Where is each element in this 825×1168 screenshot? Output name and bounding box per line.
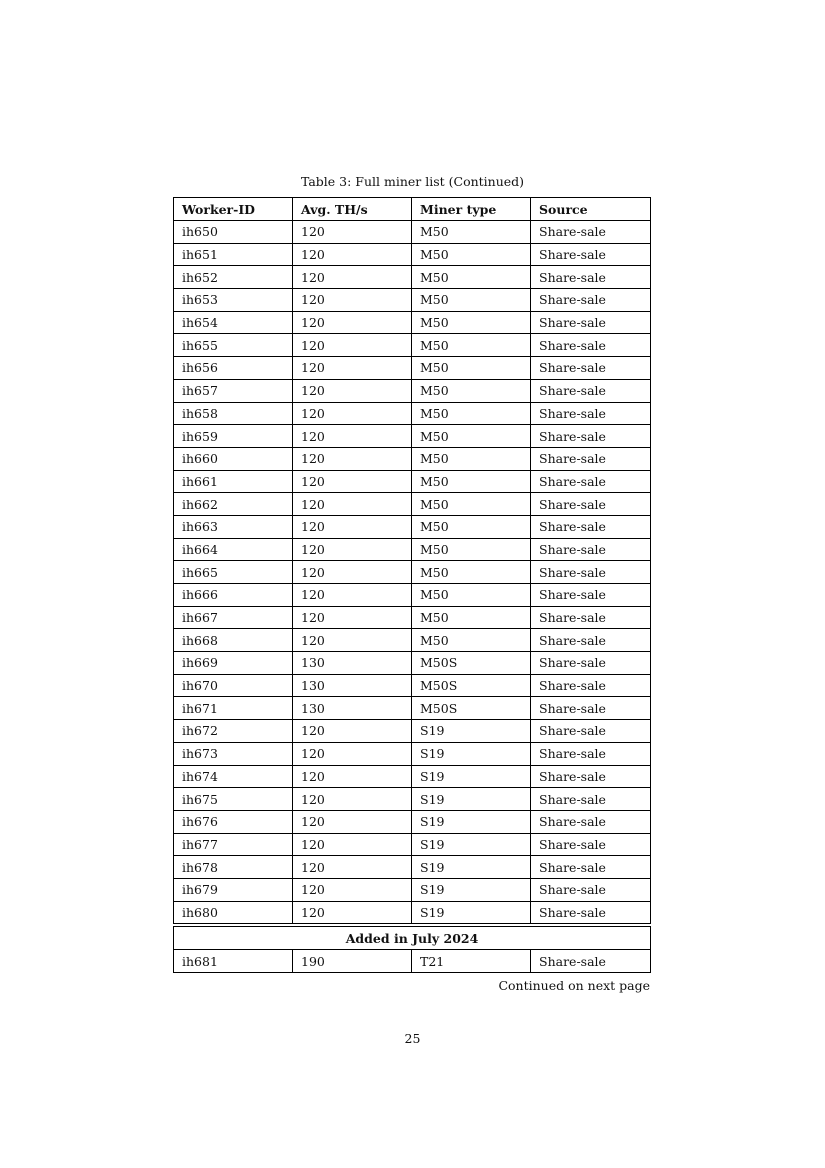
cell-worker-id: ih676 [174, 810, 293, 833]
cell-worker-id: ih680 [174, 901, 293, 924]
cell-miner-type: S19 [412, 833, 531, 856]
cell-miner-type: M50 [412, 606, 531, 629]
cell-worker-id: ih654 [174, 311, 293, 334]
table-row [174, 243, 651, 266]
cell-worker-id: ih665 [174, 561, 293, 584]
table-row [174, 584, 651, 607]
cell-worker-id: ih666 [174, 584, 293, 607]
table-row [174, 379, 651, 402]
header-source: Source [531, 198, 651, 221]
table-row [174, 833, 651, 856]
cell-miner-type: M50S [412, 652, 531, 675]
cell-source: Share-sale [531, 289, 651, 312]
cell-avg-ths: 120 [293, 720, 412, 743]
cell-avg-ths: 120 [293, 742, 412, 765]
cell-avg-ths: 120 [293, 425, 412, 448]
cell-worker-id: ih673 [174, 742, 293, 765]
table-row [174, 606, 651, 629]
cell-source: Share-sale [531, 788, 651, 811]
cell-avg-ths: 120 [293, 311, 412, 334]
cell-source: Share-sale [531, 674, 651, 697]
cell-miner-type: M50S [412, 674, 531, 697]
cell-worker-id: ih668 [174, 629, 293, 652]
cell-worker-id: ih672 [174, 720, 293, 743]
cell-avg-ths: 130 [293, 652, 412, 675]
cell-worker-id: ih679 [174, 878, 293, 901]
cell-source: Share-sale [531, 950, 651, 973]
cell-worker-id: ih653 [174, 289, 293, 312]
cell-avg-ths: 130 [293, 674, 412, 697]
cell-source: Share-sale [531, 720, 651, 743]
cell-worker-id: ih662 [174, 493, 293, 516]
miner-table [173, 197, 651, 924]
cell-worker-id: ih651 [174, 243, 293, 266]
cell-avg-ths: 120 [293, 538, 412, 561]
cell-source: Share-sale [531, 447, 651, 470]
table-row [174, 950, 651, 973]
added-section-table [173, 926, 651, 973]
cell-worker-id: ih675 [174, 788, 293, 811]
table-row [174, 742, 651, 765]
cell-source: Share-sale [531, 357, 651, 380]
cell-avg-ths: 120 [293, 901, 412, 924]
cell-worker-id: ih677 [174, 833, 293, 856]
table-row [174, 697, 651, 720]
cell-avg-ths: 120 [293, 357, 412, 380]
table-row [174, 720, 651, 743]
page-number: 25 [404, 1031, 421, 1046]
table-row [174, 765, 651, 788]
table-body [174, 221, 651, 924]
cell-source: Share-sale [531, 652, 651, 675]
cell-source: Share-sale [531, 878, 651, 901]
cell-avg-ths: 120 [293, 379, 412, 402]
cell-source: Share-sale [531, 402, 651, 425]
cell-avg-ths: 120 [293, 221, 412, 244]
cell-source: Share-sale [531, 561, 651, 584]
cell-miner-type: S19 [412, 765, 531, 788]
cell-miner-type: S19 [412, 856, 531, 879]
cell-miner-type: M50 [412, 561, 531, 584]
cell-worker-id: ih650 [174, 221, 293, 244]
cell-miner-type: M50 [412, 379, 531, 402]
cell-miner-type: S19 [412, 901, 531, 924]
cell-worker-id: ih661 [174, 470, 293, 493]
table-header-row [174, 198, 651, 221]
table-row [174, 674, 651, 697]
continued-note: Continued on next page [498, 978, 650, 993]
cell-miner-type: M50 [412, 425, 531, 448]
cell-worker-id: ih671 [174, 697, 293, 720]
cell-avg-ths: 120 [293, 878, 412, 901]
section-title-row [174, 927, 651, 950]
cell-worker-id: ih659 [174, 425, 293, 448]
table-row [174, 788, 651, 811]
cell-source: Share-sale [531, 379, 651, 402]
table-row [174, 311, 651, 334]
cell-miner-type: M50 [412, 357, 531, 380]
cell-miner-type: M50 [412, 470, 531, 493]
header-avg-ths: Avg. TH/s [293, 198, 412, 221]
header-worker-id: Worker-ID [174, 198, 293, 221]
cell-avg-ths: 120 [293, 334, 412, 357]
cell-miner-type: M50S [412, 697, 531, 720]
table-row [174, 470, 651, 493]
cell-miner-type: M50 [412, 289, 531, 312]
cell-miner-type: M50 [412, 493, 531, 516]
cell-source: Share-sale [531, 425, 651, 448]
cell-avg-ths: 120 [293, 856, 412, 879]
table-row [174, 878, 651, 901]
cell-miner-type: S19 [412, 788, 531, 811]
cell-miner-type: M50 [412, 266, 531, 289]
cell-avg-ths: 120 [293, 561, 412, 584]
cell-avg-ths: 120 [293, 606, 412, 629]
cell-miner-type: S19 [412, 720, 531, 743]
table-row [174, 561, 651, 584]
table-row [174, 357, 651, 380]
cell-worker-id: ih657 [174, 379, 293, 402]
cell-worker-id: ih658 [174, 402, 293, 425]
cell-source: Share-sale [531, 629, 651, 652]
cell-avg-ths: 120 [293, 493, 412, 516]
table-row [174, 629, 651, 652]
cell-avg-ths: 120 [293, 289, 412, 312]
cell-avg-ths: 120 [293, 788, 412, 811]
cell-miner-type: M50 [412, 629, 531, 652]
cell-source: Share-sale [531, 334, 651, 357]
cell-worker-id: ih652 [174, 266, 293, 289]
table-row [174, 810, 651, 833]
table-row [174, 289, 651, 312]
table-row [174, 652, 651, 675]
table-row [174, 447, 651, 470]
cell-source: Share-sale [531, 742, 651, 765]
table-row [174, 425, 651, 448]
cell-source: Share-sale [531, 606, 651, 629]
cell-source: Share-sale [531, 493, 651, 516]
cell-source: Share-sale [531, 266, 651, 289]
cell-worker-id: ih655 [174, 334, 293, 357]
cell-source: Share-sale [531, 311, 651, 334]
cell-miner-type: S19 [412, 742, 531, 765]
table-row [174, 221, 651, 244]
cell-avg-ths: 120 [293, 833, 412, 856]
cell-avg-ths: 120 [293, 515, 412, 538]
cell-miner-type: M50 [412, 402, 531, 425]
table-row [174, 901, 651, 924]
table-row [174, 266, 651, 289]
cell-source: Share-sale [531, 470, 651, 493]
cell-miner-type: M50 [412, 538, 531, 561]
added-section-body [174, 927, 651, 973]
cell-miner-type: M50 [412, 243, 531, 266]
cell-worker-id: ih670 [174, 674, 293, 697]
cell-avg-ths: 120 [293, 629, 412, 652]
cell-avg-ths: 120 [293, 447, 412, 470]
cell-worker-id: ih660 [174, 447, 293, 470]
cell-avg-ths: 120 [293, 266, 412, 289]
cell-avg-ths: 120 [293, 810, 412, 833]
cell-source: Share-sale [531, 243, 651, 266]
cell-source: Share-sale [531, 856, 651, 879]
header-miner-type: Miner type [412, 198, 531, 221]
cell-miner-type: S19 [412, 878, 531, 901]
cell-source: Share-sale [531, 901, 651, 924]
cell-miner-type: T21 [412, 950, 531, 973]
table-row [174, 515, 651, 538]
cell-source: Share-sale [531, 765, 651, 788]
cell-worker-id: ih674 [174, 765, 293, 788]
cell-source: Share-sale [531, 515, 651, 538]
section-title: Added in July 2024 [174, 927, 651, 950]
cell-worker-id: ih678 [174, 856, 293, 879]
cell-source: Share-sale [531, 810, 651, 833]
cell-miner-type: M50 [412, 334, 531, 357]
table-row [174, 538, 651, 561]
cell-worker-id: ih663 [174, 515, 293, 538]
table-row [174, 402, 651, 425]
cell-source: Share-sale [531, 584, 651, 607]
table-caption: Table 3: Full miner list (Continued) [300, 174, 525, 189]
cell-source: Share-sale [531, 697, 651, 720]
cell-avg-ths: 120 [293, 584, 412, 607]
cell-miner-type: M50 [412, 311, 531, 334]
table-row [174, 334, 651, 357]
cell-miner-type: M50 [412, 515, 531, 538]
cell-worker-id: ih656 [174, 357, 293, 380]
cell-worker-id: ih664 [174, 538, 293, 561]
cell-avg-ths: 190 [293, 950, 412, 973]
cell-worker-id: ih667 [174, 606, 293, 629]
cell-avg-ths: 120 [293, 243, 412, 266]
cell-avg-ths: 120 [293, 402, 412, 425]
cell-source: Share-sale [531, 221, 651, 244]
cell-miner-type: S19 [412, 810, 531, 833]
cell-miner-type: M50 [412, 584, 531, 607]
table-row [174, 856, 651, 879]
cell-worker-id: ih669 [174, 652, 293, 675]
cell-source: Share-sale [531, 833, 651, 856]
table-row [174, 493, 651, 516]
cell-source: Share-sale [531, 538, 651, 561]
cell-avg-ths: 130 [293, 697, 412, 720]
cell-worker-id: ih681 [174, 950, 293, 973]
cell-avg-ths: 120 [293, 470, 412, 493]
cell-miner-type: M50 [412, 447, 531, 470]
cell-avg-ths: 120 [293, 765, 412, 788]
cell-miner-type: M50 [412, 221, 531, 244]
